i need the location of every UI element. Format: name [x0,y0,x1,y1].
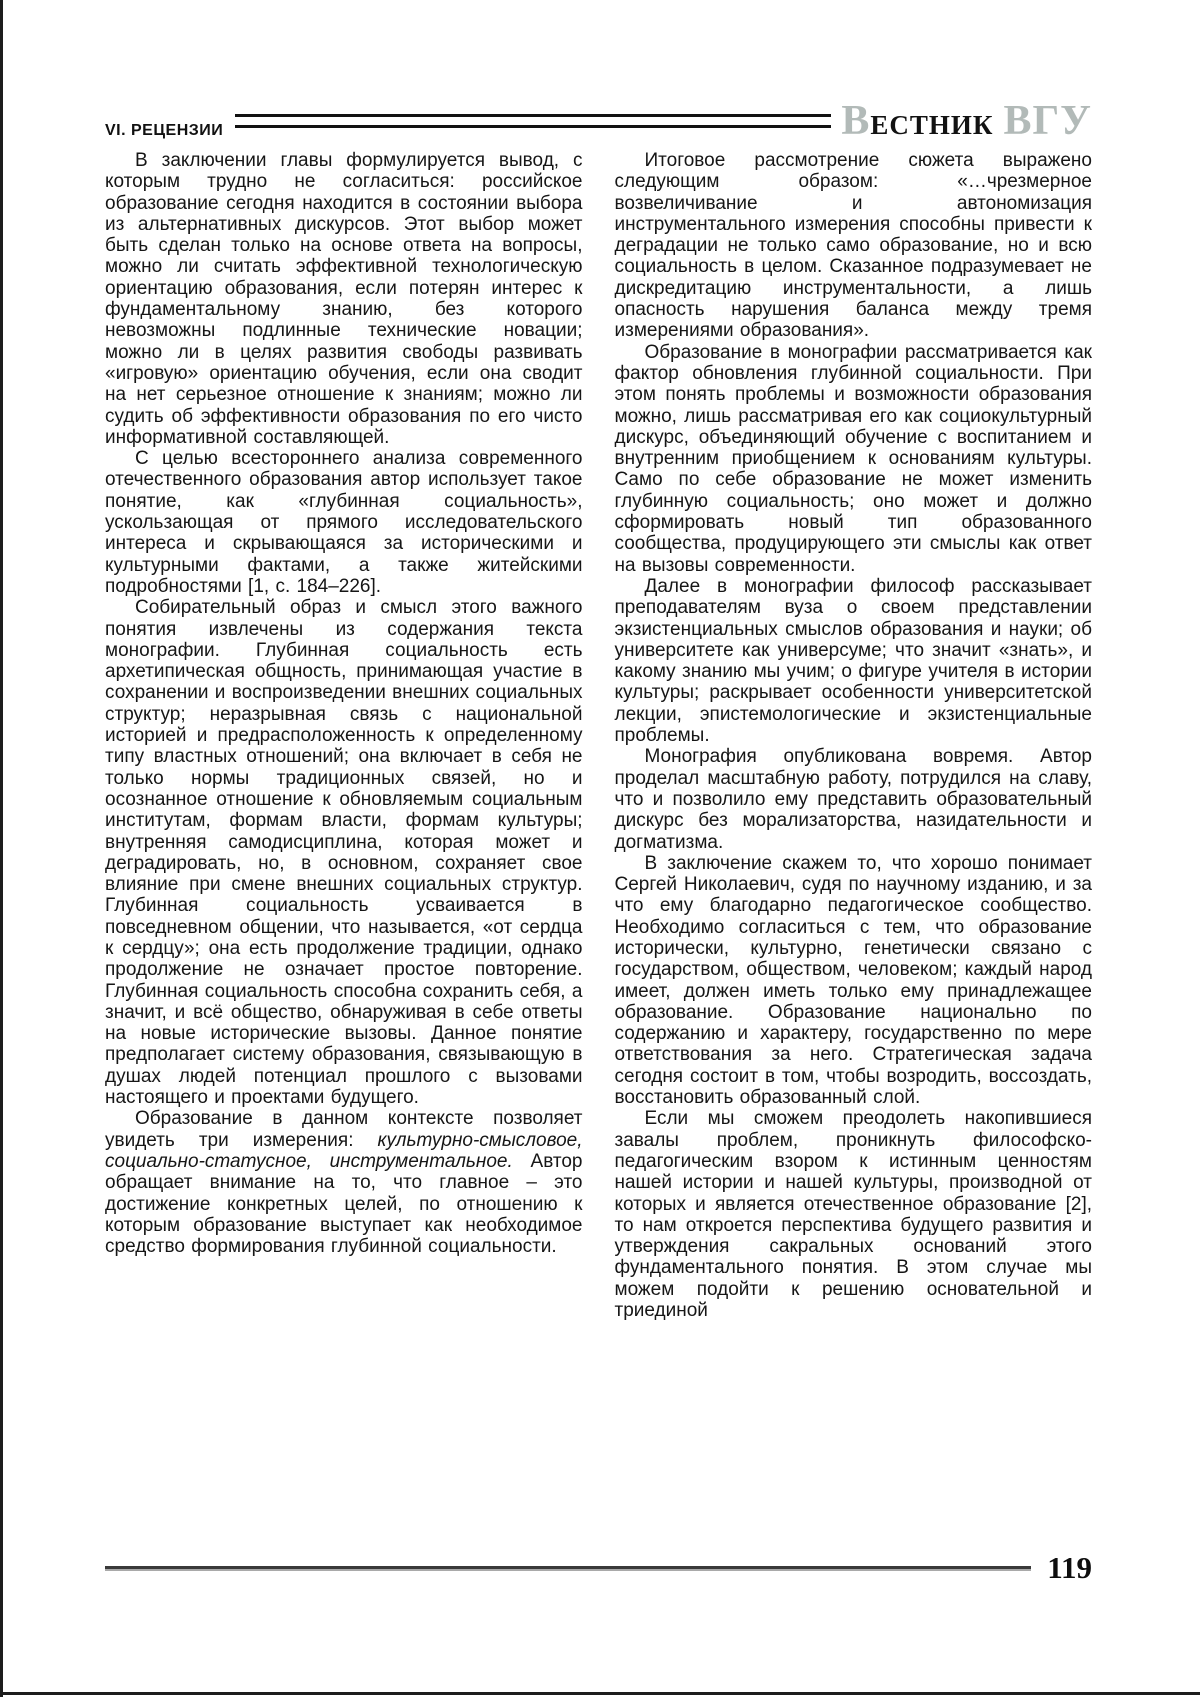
paragraph [615,746,1093,852]
journal-logo [841,100,1092,142]
footer-rule [105,1566,1031,1569]
paragraph [615,342,1093,576]
page-header [105,100,1092,142]
paragraph [105,1108,583,1257]
paragraph-run: С целью всестороннего анализа современного отечественного образования автор использует такое понятие, как «глубинная социальность», ускользающая от прямого исследовательского интереса и скрывающаяся за историческими и культурными фактами, а также житейскими подробностями [1, с. 184–226]. [105,448,583,597]
paragraph [105,448,583,597]
paragraph [105,150,583,448]
paragraph-run: Монография опубликована вовремя. Автор проделал масштабную работу, потрудился на славу, что и позволило ему представить образовательный дискурс без морализаторства, назидательности и догматизма. [614,746,1092,853]
paragraph-run: Образование в монографии рассматривается как фактор обновления глубинной социальности. При этом понять проблемы и возможности образования можно, лишь рассматривая его как социокультурный дискурс, объединяющий обучение с воспитанием и внутренним приобщением к основаниям культуры. Само по себе образование не может изменить глубинную социальность; оно может и должно сформировать новый тип образованного сообщества, продуцирующего эти смыслы как ответ на вызовы современности. [614,341,1092,576]
paragraph-run: Далее в монографии философ рассказывает преподавателям вуза о своем представлении экзистенциальных смыслов образования и науки; об университете как универсуме; что значит «знать», и какому знанию мы учим; о фигуре учителя в истории культуры; раскрывает особенности университетской лекции, эпистемологические и экзистенциальные проблемы. [614,575,1092,747]
article-body [105,150,1092,1321]
paragraph [615,150,1093,342]
paragraph-run: В заключение скажем то, что хорошо понимает Сергей Николаевич, судя по научному изданию, и за что ему благодарно педагогическое сообщество. Необходимо согласиться с тем, что образование исторически, культурно, генетически связано с государством, обществом, человеком; каждый народ имеет, должен иметь только ему принадлежащее образование. Образование национально по содержанию и характеру, государственно по мере ответствования за него. Стратегическая задача сегодня состоит в том, чтобы возродить, воссоздать, восстановить образованный слой. [614,852,1092,1109]
paragraph [615,853,1093,1109]
paragraph [105,597,583,1108]
paragraph-run: Образование в данном контексте позволяет увидеть три измерения: [105,1108,583,1151]
paragraph-run: Итоговое рассмотрение сюжета выражено следующим образом: «…чрезмерное возвеличивание и автономизация инструментального измерения способны привести к деградации не только само образование, но и всю социальность в целом. Сказанное подразумевает не дискредитацию инструментальности, а лишь опасность нарушения баланса между тремя измерениями образования». [614,150,1092,342]
scan-edge-bottom [0,1692,1200,1695]
paragraph-run: Если мы сможем преодолеть накопившиеся завалы проблем, проникнуть философско-педагогическим взором к истинным ценностям нашей истории и нашей культуры, производной от которых и является отечественное образование [2], то нам откроется перспектива будущего развития и утверждения сакральных оснований этого фундаментального понятия. В этом случае мы можем подойти к решению основательной и триединой [614,1108,1092,1322]
page-footer [105,1552,1092,1583]
journal-logo-abbr: ВГУ [1003,98,1092,144]
paragraph [615,1108,1093,1321]
paragraph [615,576,1093,746]
page-number: 119 [1047,1550,1092,1585]
paragraph-run-italic: культурно-смысловое, социально-статусное, инструментальное. [105,1129,583,1172]
journal-logo-rest: ЕСТНИК [870,110,994,140]
journal-logo-initial: В [841,98,871,144]
paragraph-run: Автор обращает внимание на то, что главное – это достижение конкретных целей, по отношению к которым образование выступает как необходимое средство формирования глубинной социальности. [105,1150,583,1258]
section-label: VI. РЕЦЕНЗИИ [105,122,224,139]
paragraph-run: Собирательный образ и смысл этого важного понятия извлечены из содержания текста монографии. Глубинная социальность есть архетипическая общность, принимающая участие в сохранении и воспроизведении внешних социальных структур; неразрывная связь с национальной историей и предрасположенность к определенному типу властных отношений; она включает в себя не только нормы традиционных связей, но и осознанное отношение к обновляемым социальным институтам, формам власти, формам культуры; внутренняя самодисциплина, которая может и деградировать, но, в основном, сохраняет свое влияние при смене внешних социальных структур. Глубинная социальность усваивается в повседневном общении, что называется, «от сердца к сердцу»; она есть продолжение традиции, однако продолжение не означает простое повторение. Глубинная социальность способна сохранить себя, а значит, и всё общество, обнаруживая в себе ответы на новые исторические вызовы. Данное понятие предполагает систему образования, связывающую в душах людей потенциал прошлого с вызовами настоящего и проектами будущего. [105,597,583,1109]
paragraph-run: В заключении главы формулируется вывод, с которым трудно не согласиться: российское образование сегодня находится в состоянии выбора из альтернативных дискурсов. Этот выбор может быть сделан только на основе ответа на вопросы, можно ли считать эффективной технологическую ориентацию образования, если потерян интерес к фундаментальному знанию, без которого невозможны подлинные технические новации; можно ли в целях развития свободы развивать «игровую» ориентацию обучения, если она сводит на нет серьезное отношение к знаниям; можно ли судить об эффективности образования по его чисто информативной составляющей. [105,150,583,448]
left-column [105,150,583,1321]
header-rule [235,114,831,128]
scan-edge-left [0,0,3,1697]
right-column [615,150,1093,1321]
